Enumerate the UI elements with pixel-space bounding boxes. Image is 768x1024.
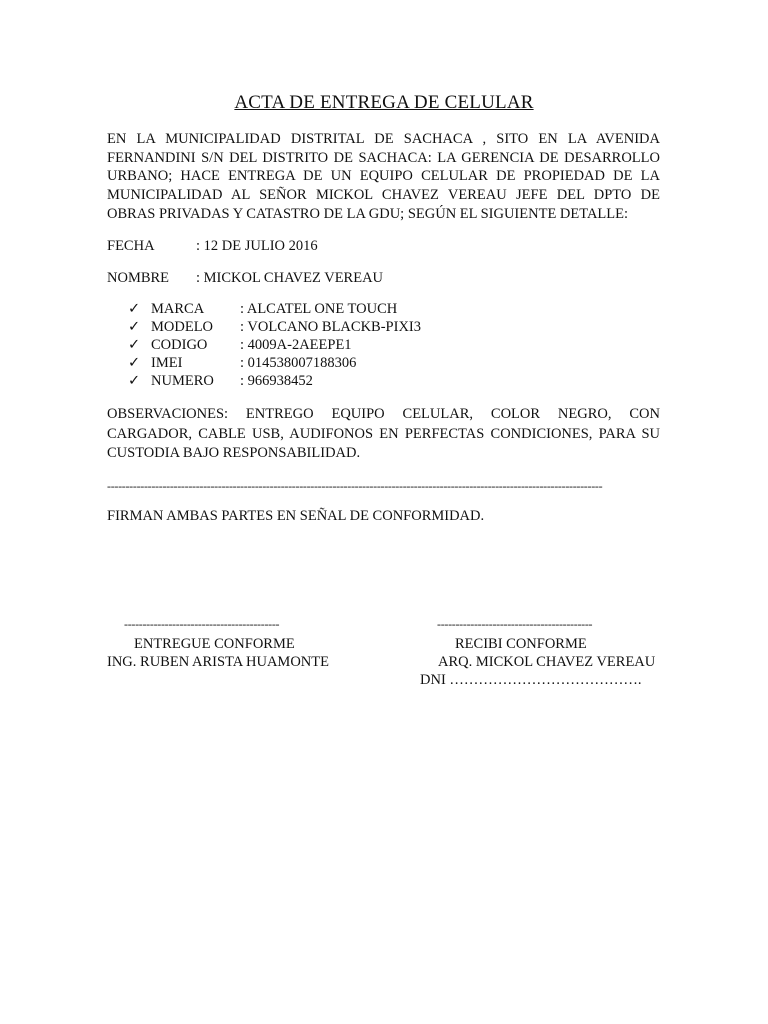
detail-label: MARCA	[151, 301, 205, 317]
detail-row-modelo	[128, 318, 648, 336]
document-title: ACTA DE ENTREGA DE CELULAR	[234, 92, 534, 113]
nombre-value: : MICKOL CHAVEZ VEREAU	[196, 270, 384, 286]
equipment-detail-list	[128, 300, 648, 390]
right-signature-caption: RECIBI CONFORME	[455, 636, 587, 652]
checkmark-icon: ✓	[128, 373, 141, 389]
left-signatory-name: ING. RUBEN ARISTA HUAMONTE	[107, 654, 329, 670]
dni-field: DNI ………………………………….	[420, 672, 642, 688]
detail-row-codigo	[128, 336, 648, 354]
detail-label: CODIGO	[151, 337, 208, 353]
detail-row-imei	[128, 354, 648, 372]
checkmark-icon: ✓	[128, 301, 141, 317]
detail-row-numero	[128, 372, 648, 390]
nombre-label: NOMBRE	[107, 270, 170, 286]
right-signatory-name: ARQ. MICKOL CHAVEZ VEREAU	[438, 654, 656, 670]
detail-value: : 014538007188306	[240, 355, 357, 371]
left-signature-caption: ENTREGUE CONFORME	[134, 636, 295, 652]
detail-row-marca	[128, 300, 648, 318]
checkmark-icon: ✓	[128, 337, 141, 353]
fecha-value: : 12 DE JULIO 2016	[196, 238, 318, 254]
fecha-label: FECHA	[107, 238, 155, 254]
checkmark-icon: ✓	[128, 319, 141, 335]
detail-label: IMEI	[151, 355, 183, 371]
detail-value: : VOLCANO BLACKB-PIXI3	[240, 319, 421, 335]
checkmark-icon: ✓	[128, 355, 141, 371]
observations-paragraph: OBSERVACIONES: ENTREGO EQUIPO CELULAR, COLOR NEGRO, CON CARGADOR, CABLE USB, AUDIFONOS EN PERFECTAS CONDICIONES, PARA SU CUSTODIA BAJO RESPONSABILIDAD.	[107, 406, 660, 461]
detail-value: : ALCATEL ONE TOUCH	[240, 301, 398, 317]
detail-label: MODELO	[151, 319, 214, 335]
dashed-separator: --------------------------------------------------------------------------------------------------------------------------------------	[107, 479, 603, 493]
intro-paragraph: EN LA MUNICIPALIDAD DISTRITAL DE SACHACA , SITO EN LA AVENIDA FERNANDINI S/N DEL DISTRITO DE SACHACA: LA GERENCIA DE DESARROLLO URBANO; HACE ENTREGA DE UN EQUIPO CELULAR DE PROPIEDAD DE LA MUNICIPALIDAD AL SEÑOR MICKOL CHAVEZ VEREAU JEFE DEL DPTO DE OBRAS PRIVADAS Y CATASTRO DE LA GDU; SEGÚN EL SIGUIENTE DETALLE:	[107, 131, 660, 222]
right-signature-line: ------------------------------------------	[437, 617, 593, 631]
detail-value: : 4009A-2AEEPE1	[240, 337, 352, 353]
agreement-statement: FIRMAN AMBAS PARTES EN SEÑAL DE CONFORMIDAD.	[107, 508, 485, 524]
detail-value: : 966938452	[240, 373, 313, 389]
left-signature-line: ------------------------------------------	[124, 617, 280, 631]
detail-label: NUMERO	[151, 373, 214, 389]
